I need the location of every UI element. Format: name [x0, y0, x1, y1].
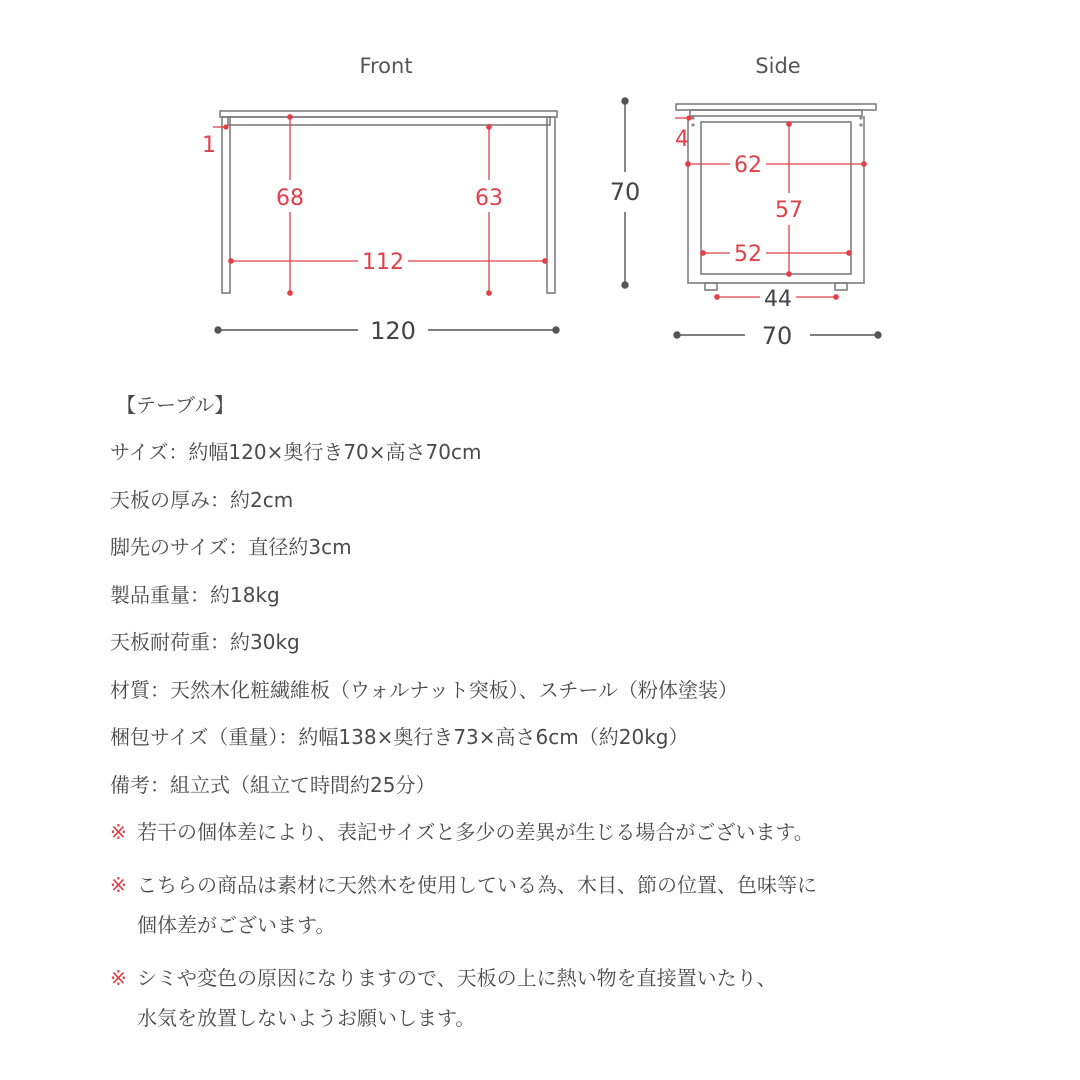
- side-top-inner-dot-left: [686, 162, 690, 166]
- spec-list: [110, 393, 1010, 1059]
- side-view: [676, 104, 876, 290]
- side-lower-dot-right: [847, 251, 851, 255]
- note-item: [110, 966, 1010, 1038]
- front-top-dim-label: 1: [202, 133, 216, 158]
- spec-size: サイズ：約幅120×奥行き70×高さ70cm: [110, 440, 482, 464]
- front-inner-width-dot-right: [543, 259, 547, 263]
- spec-load-capacity: 天板耐荷重：約30kg: [110, 630, 300, 654]
- spec-top-thickness: 天板の厚み：約2cm: [110, 487, 294, 512]
- spec-package-size: 梱包サイズ（重量）：約幅138×奥行き73×高さ6cm（約20kg）: [110, 725, 689, 749]
- side-inner-height-dot-top: [787, 122, 791, 126]
- side-top-dim-dot: [687, 116, 691, 120]
- front-width-label: 120: [370, 317, 416, 345]
- side-tabletop: [676, 104, 876, 110]
- spec-remarks: 備考：組立式（組立て時間約25分）: [110, 772, 436, 797]
- side-screw: [691, 116, 694, 119]
- front-label: Front: [359, 54, 413, 78]
- note-item: [110, 820, 1010, 852]
- side-foot-left: [705, 283, 717, 290]
- front-width-dot-left: [215, 327, 221, 333]
- side-inner-height-dot-bottom: [787, 272, 791, 276]
- front-height-left-dot-bottom: [288, 291, 292, 295]
- note-mark: ※: [110, 966, 127, 990]
- side-inner-height-label: 57: [775, 198, 803, 223]
- side-depth-dot-left: [674, 332, 680, 338]
- note-text: 若干の個体差により、表記サイズと多少の差異が生じる場合がございます。: [137, 820, 814, 844]
- side-depth-label: 70: [761, 322, 793, 350]
- side-foot-right: [835, 283, 847, 290]
- front-height-right-dot-top: [487, 125, 491, 129]
- note-mark: ※: [110, 873, 127, 897]
- note-text: シミや変色の原因になりますので、天板の上に熱い物を直接置いたり、 水気を放置しないようお願いします。: [137, 966, 777, 1030]
- spec-foot-size: 脚先のサイズ：直径約3cm: [110, 535, 352, 559]
- front-inner-width-dot-left: [229, 259, 233, 263]
- overall-height-dot-bottom: [622, 282, 628, 288]
- note-mark: ※: [110, 820, 127, 844]
- side-lower-label: 52: [734, 242, 762, 267]
- side-top-dim-label: 4: [675, 127, 689, 152]
- overall-height-label: 70: [609, 178, 641, 206]
- front-left-leg: [222, 117, 230, 293]
- side-depth-dot-right: [875, 332, 881, 338]
- front-height-right-label: 63: [475, 186, 503, 211]
- side-foot-dot-right: [834, 295, 838, 299]
- side-apron: [690, 110, 862, 116]
- front-top-dim-dot: [224, 125, 228, 129]
- dimension-diagram: [0, 0, 1080, 380]
- front-right-leg: [547, 117, 555, 293]
- side-top-inner-label: 62: [734, 153, 762, 178]
- side-foot-dot-left: [715, 295, 719, 299]
- side-top-inner-dot-right: [862, 162, 866, 166]
- front-height-left-label: 68: [276, 186, 304, 211]
- note-text: こちらの商品は素材に天然木を使用している為、木目、節の位置、色味等に 個体差がございます。: [137, 873, 817, 937]
- side-red-dims: [675, 116, 866, 299]
- side-foot-label: 44: [764, 287, 792, 312]
- note-item: [110, 873, 1010, 945]
- front-width-dot-right: [553, 327, 559, 333]
- spec-material: 材質：天然木化粧繊維板（ウォルナット突板）、スチール（粉体塗装）: [110, 677, 738, 702]
- front-apron: [228, 117, 550, 125]
- front-height-left-dot-top: [288, 115, 292, 119]
- overall-height-dot-top: [622, 98, 628, 104]
- front-tabletop: [220, 111, 557, 117]
- spec-heading: 【テーブル】: [116, 393, 235, 417]
- spec-weight: 製品重量：約18kg: [110, 582, 280, 607]
- front-height-right-dot-bottom: [487, 291, 491, 295]
- side-screw: [859, 123, 862, 126]
- side-label: Side: [755, 54, 801, 78]
- side-screw: [691, 123, 694, 126]
- side-screw: [859, 116, 862, 119]
- front-inner-width-label: 112: [362, 250, 404, 275]
- side-lower-dot-left: [701, 251, 705, 255]
